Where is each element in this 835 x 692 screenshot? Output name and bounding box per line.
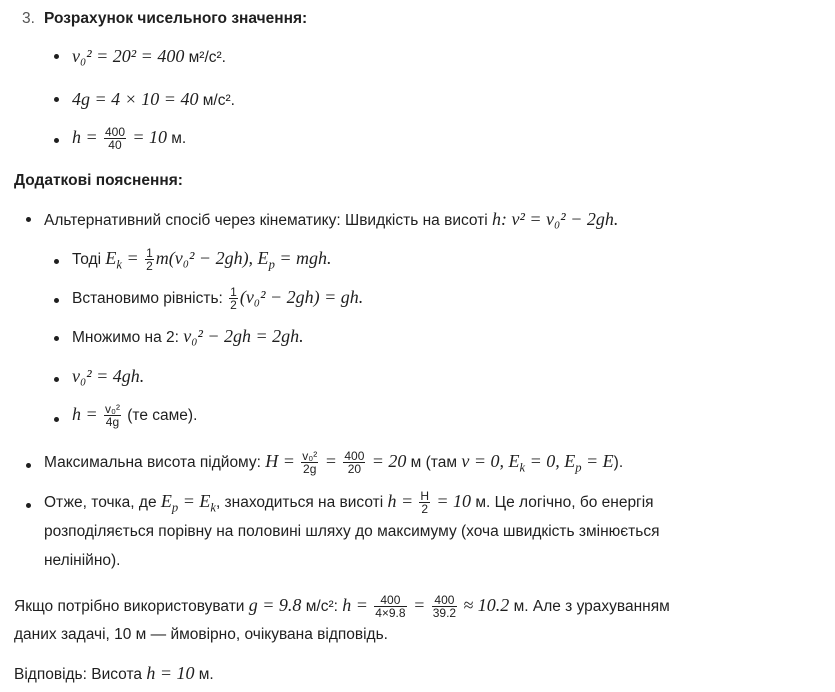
math-expression: h = [72,127,98,147]
text: , знаходиться на висоті [215,494,388,511]
section-heading: Додаткові пояснення: [14,172,183,189]
math-expression: v₀² − 2gh = 2gh. [183,326,304,346]
list-item [72,45,226,69]
fraction: $\frac{H}{2}$ [420,489,430,517]
text: Максимальна висота підйому: [44,454,266,471]
text: м. Але з урахуванням [509,598,670,615]
text: Встановимо рівність: [72,290,228,307]
math-expression: h: v² = v₀² − 2gh. [492,209,619,229]
bullet [54,417,59,422]
math-expression: m(v₀² − 2gh), $E_p$ = mgh. [155,248,332,272]
unit: м. [166,130,187,147]
step-heading: Розрахунок чисельного значення: [44,10,308,27]
unit: м. [194,666,214,683]
math-expression: H = [265,451,295,471]
bullet [54,336,59,341]
bullet [54,138,59,143]
list-item [72,403,197,428]
math-expression: 4g = 4 × 10 = 40 [72,89,199,109]
fraction: $\frac{400}{4\times 9.8}$ [375,593,406,621]
math-expression: h = [72,404,98,424]
text: м (там [406,454,462,471]
text-line: даних задачі, 10 м — ймовірно, очікувана відповідь. [14,626,388,643]
list-item [72,286,363,311]
text: Множимо на 2: [72,329,184,346]
fraction: $\frac{\text{v₀²}}{4g}$ [104,402,120,430]
text: Отже, точка, де [44,494,161,511]
text-line: розподіляється порівну на половині шляху до максимуму (хоча швидкість змінюється [44,523,660,540]
text: м. Це логічно, бо енергія [471,494,654,511]
math-expression: = 10 [132,127,167,147]
math-expression: v₀² = 20² = 400 [72,46,185,66]
fraction: $\frac{1}{2}$ [146,246,153,274]
bullet [54,377,59,382]
answer-line [14,662,214,686]
math-expression: $E_k$ = [105,248,144,272]
text: Альтернативний спосіб через кінематику: Швидкість на висоті [44,212,493,229]
fraction: $\frac{1}{2}$ [230,285,237,313]
fraction: $\frac{400}{40}$ [104,125,125,153]
math-expression: h = [342,595,368,615]
math-expression: g = 9.8 [248,595,302,615]
math-expression: = 10 [436,491,472,511]
text: Тоді [72,251,106,268]
text: Якщо потрібно використовувати [14,598,249,615]
math-expression: v = 0, $E_k = 0$, $E_p = E$ [461,451,614,475]
fraction: $\frac{400}{39.2}$ [432,593,457,621]
fraction: $\frac{\text{v₀²}}{2g}$ [302,449,318,477]
list-item [72,126,186,151]
unit: м²/с². [184,49,226,66]
list-item [72,365,144,389]
text: Відповідь: Висота [14,666,147,683]
unit: м/с². [198,92,235,109]
fraction: $\frac{400}{20}$ [344,449,365,477]
paragraph: Якщо потрібно використовувати g = 9.8 м/с²: h = $\frac{400}{4\times 9.8}$ = $\frac{400}{39.2}$ ≈ 10.2 м. Але з урахуванням [14,593,670,621]
bullet [26,503,31,508]
text: м/с²: [301,598,343,615]
list-item [44,490,654,515]
text: (те саме). [122,407,198,424]
bullet [54,298,59,303]
list-item [72,88,235,112]
list-item: Максимальна висота підйому: H = $\frac{\text{v₀²}}{2g}$ = $\frac{400}{20}$ = 20 м (там v = 0, $E_k = 0$, $E_p = E$). [44,449,624,477]
bullet [26,217,31,222]
bullet [54,54,59,59]
bullet [26,463,31,468]
math-expression: ≈ 10.2 [463,595,510,615]
math-expression: v₀² = 4gh. [72,366,145,386]
math-expression: $E_p = E_k$ [160,491,216,515]
text-line: нелінійно). [44,552,121,569]
math-expression: (v₀² − 2gh) = gh. [239,287,364,307]
list-item [72,247,332,272]
list-item [44,208,618,232]
list-item [72,325,304,349]
text: ). [613,454,624,471]
list-number: 3. [22,10,35,27]
bullet [54,259,59,264]
math-expression: = 20 [371,451,407,471]
bullet [54,97,59,102]
math-expression: h = 10 [146,663,195,683]
math-expression: h = [387,491,414,511]
